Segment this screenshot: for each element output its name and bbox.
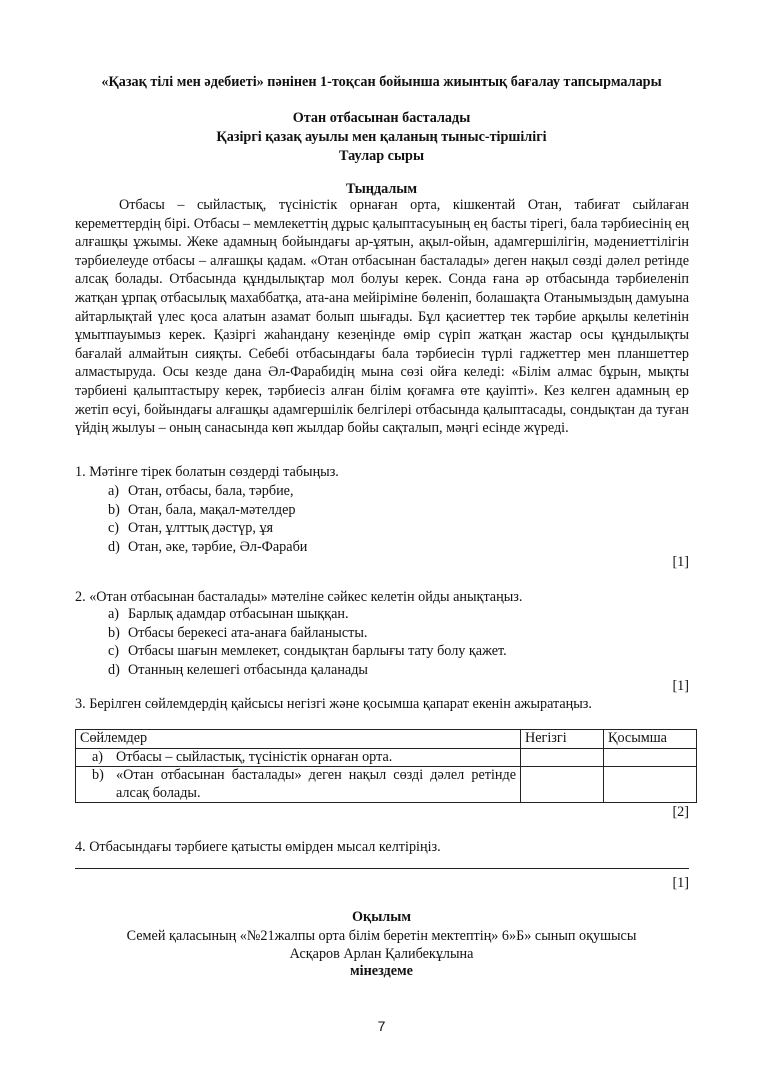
option[interactable] [108,642,507,661]
sentence-cell [76,748,521,767]
question-2-options [108,605,507,679]
reading-title: мінездеме [350,963,413,979]
option[interactable] [108,538,307,557]
additional-answer-cell[interactable] [604,748,697,767]
row-text: «Отан отбасынан басталады» деген нақыл сөзді дәлел ретінде алсақ болады. [116,767,516,801]
option-text: Отан, отбасы, бала, тәрбие, [128,483,294,499]
option-letter: d) [108,661,120,678]
option[interactable] [108,661,507,680]
option-text: Отан, әке, тәрбие, Әл-Фараби [128,538,308,555]
option-text: Отан, бала, мақал-мәтелдер [128,501,296,518]
table-header-row [76,730,697,749]
option-letter: a) [108,483,120,499]
option[interactable] [108,519,307,538]
question-4: 4. Отбасындағы тәрбиеге қатысты өмірден мысал келтіріңіз. [75,839,441,855]
listening-heading: Тыңдалым [345,181,418,197]
table-row [76,748,697,767]
row-letter: a) [92,748,104,765]
option-text: Отбасы шағын мемлекет, сондықтан барлығы тату болу қажет. [128,643,507,659]
reading-line-2: Асқаров Арлан Қалибекұлына [289,946,474,962]
option[interactable] [108,501,307,520]
answer-line[interactable] [75,868,689,869]
option-letter: a) [108,606,120,622]
header-additional: Қосымша [604,730,697,749]
header-main: Негізгі [521,730,604,749]
question-2-score: [1] [672,678,689,694]
question-4-score: [1] [672,875,689,891]
option[interactable] [108,624,507,643]
option-letter: b) [108,624,120,641]
main-answer-cell[interactable] [521,748,604,767]
header-sentences: Сөйлемдер [76,730,521,749]
option-letter: b) [108,501,120,518]
option-letter: d) [108,538,120,555]
row-letter: b) [92,767,104,783]
listening-text: Отбасы – сыйластық, түсіністік орнаған орта, кішкентай Отан, табиғат сыйлаған кереметтердің бірі. Отбасы – мемлекеттің дұрыс қалыптасуының ең басты тірегі, бала тәрбиесінің ең алғашқы ұжымы. Жеке адамның бойындағы ар-ұятын, ақыл-ойын, адамгершілігін, мәдениеттілігін тәрбиелеуде отбасы – алғашқы қадам. «Отан отбасынан басталады» деген нақыл сөзді дәлел ретінде алсақ болады. Отбасында құндылықтар мол болуы керек. Сонда ғана әр отбасында тәрбиеленіп жатқан ұрпақ отбасылық махаббатқа, ата-ана мейіріміне бөленіп, болашақта Отанымыздың дамуына айтарлықтай үлес қоса алатын азамат болып шығады. Бұл қасиеттер тек тәрбие арқылы келетінін ұмытпауымыз керек. Қазіргі жаһандану кезеңінде өмір сүріп жатқан жастар осы құндылықты бағалай алмайтын сияқты. Себебі отбасындағы бала тәрбиесін түрлі гаджеттер мен планшеттер алмастыруда. Осы кезде дана Әл-Фарабидің мына сөзі ойға келеді: «Білім алмас бұрын, мықты тәрбиені қалыптастыру керек, тәрбиесіз алған білім қоғамға өте қауіпті». Кез келген адамның ер жетіп өсуі, бойындағы алғашқы адамгершілік белгілері отбасында қалыптасады, сондықтан да туған үйдің жылуы – оның санасында көп жылдар бойы сақталып, мәңгі есінде жүреді. [75,197,689,437]
document-header: «Қазақ тілі мен әдебиеті» пәнінен 1-тоқсан бойынша жиынтық бағалау тапсырмалары [101,74,662,90]
option-text: Отанның келешегі отбасында қаланады [128,661,368,678]
question-1-options [108,482,307,556]
page-number: 7 [377,1018,386,1034]
additional-answer-cell[interactable] [604,767,697,803]
row-text: Отбасы – сыйластық, түсіністік орнаған орта. [116,748,393,765]
topic-1: Отан отбасынан басталады [292,110,471,126]
topic-3: Таулар сыры [338,148,425,164]
main-answer-cell[interactable] [521,767,604,803]
question-2: 2. «Отан отбасынан басталады» мәтеліне сәйкес келетін ойды анықтаңыз. [75,589,523,605]
reading-line-1: Семей қаласының «№21жалпы орта білім беретін мектептің» 6»Б» сынып оқушысы [126,928,637,944]
option-text: Отбасы берекесі ата-анаға байланысты. [128,624,368,641]
topic-2: Қазіргі қазақ ауылы мен қаланың тыныс-тіршілігі [216,129,547,145]
question-1: 1. Мәтінге тірек болатын сөздерді табыңыз. [75,464,339,480]
option-text: Отан, ұлттық дәстүр, ұя [128,520,274,536]
option-text: Барлық адамдар отбасынан шыққан. [128,606,349,622]
sentence-cell [76,767,521,803]
reading-heading: Оқылым [352,909,411,925]
option[interactable] [108,482,307,501]
option[interactable] [108,605,507,624]
classification-table [75,729,697,803]
question-3-score: [2] [672,804,689,820]
option-letter: c) [108,643,120,659]
question-1-score: [1] [672,554,689,570]
table-row [76,767,697,803]
option-letter: c) [108,520,120,536]
question-3: 3. Берілген сөйлемдердің қайсысы негізгі және қосымша қапарат екенін ажыратаңыз. [75,696,592,712]
